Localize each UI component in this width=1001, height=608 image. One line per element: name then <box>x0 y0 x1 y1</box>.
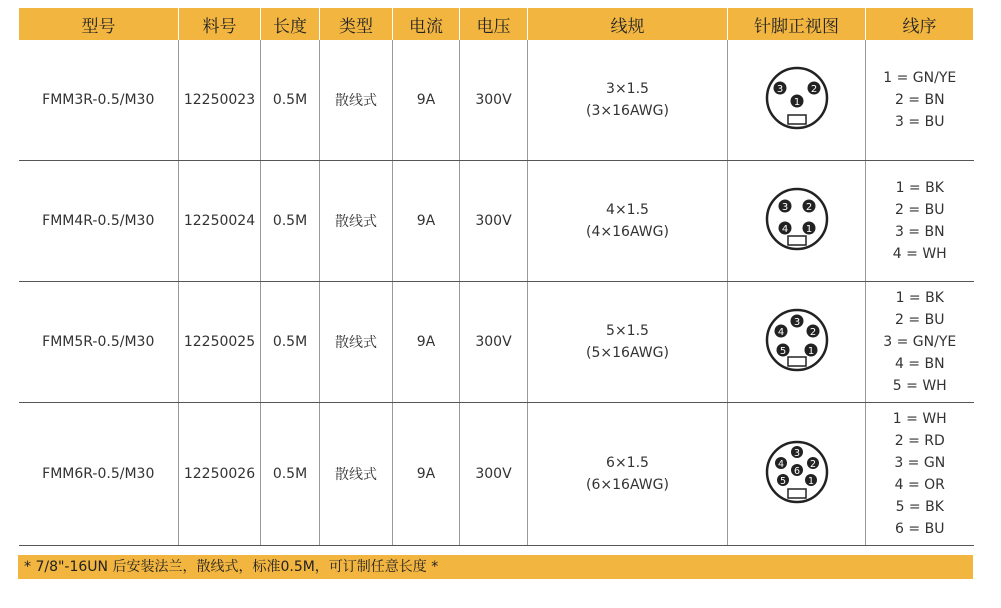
svg-text:1: 1 <box>805 224 812 235</box>
wire-order-line: 4 = OR <box>894 477 945 493</box>
cell-model: FMM4R-0.5/M30 <box>19 161 179 282</box>
cell-current: 9A <box>393 282 460 403</box>
svg-text:1: 1 <box>807 346 814 357</box>
cell-model: FMM6R-0.5/M30 <box>19 403 179 546</box>
connector-5pin-diagram <box>762 305 832 375</box>
cell-wire-order <box>866 161 974 282</box>
gauge-awg: (6×16AWG) <box>586 477 669 493</box>
wire-order-line: 3 = GN/YE <box>883 334 957 350</box>
svg-text:6: 6 <box>793 466 800 477</box>
svg-text:1: 1 <box>807 476 814 487</box>
svg-text:2: 2 <box>809 459 816 470</box>
connector-4pin-diagram <box>762 184 832 254</box>
cell-length: 0.5M <box>261 161 320 282</box>
cell-part: 12250026 <box>179 403 261 546</box>
header-wire-order: 线序 <box>866 8 974 40</box>
header-current: 电流 <box>393 8 460 40</box>
cell-part: 12250025 <box>179 282 261 403</box>
header-model: 型号 <box>19 8 179 40</box>
header-row <box>19 8 974 40</box>
wire-order-line: 4 = WH <box>892 246 947 262</box>
cell-wire-order <box>866 403 974 546</box>
cell-gauge <box>528 403 728 546</box>
wire-order-line: 3 = GN <box>894 455 946 471</box>
cell-type: 散线式 <box>320 403 393 546</box>
wire-order-line: 2 = BU <box>895 312 945 328</box>
cell-pin-view <box>728 403 866 546</box>
spec-table <box>18 8 974 546</box>
cell-gauge <box>528 282 728 403</box>
cell-current: 9A <box>393 403 460 546</box>
header-part: 料号 <box>179 8 261 40</box>
cell-pin-view <box>728 40 866 161</box>
header-gauge: 线规 <box>528 8 728 40</box>
cell-length: 0.5M <box>261 40 320 161</box>
svg-text:3: 3 <box>781 202 788 213</box>
svg-text:3: 3 <box>793 448 800 459</box>
gauge-awg: (4×16AWG) <box>586 224 669 240</box>
svg-text:5: 5 <box>779 476 786 487</box>
wire-order-line: 2 = BU <box>895 202 945 218</box>
gauge-value: 5×1.5 <box>606 323 649 339</box>
cell-pin-view <box>728 282 866 403</box>
wire-order-line: 1 = GN/YE <box>883 70 957 86</box>
cell-part: 12250024 <box>179 161 261 282</box>
cell-current: 9A <box>393 161 460 282</box>
wire-order-line: 3 = BU <box>895 114 945 130</box>
wire-order-line: 3 = BN <box>894 224 945 240</box>
connector-3pin-diagram <box>762 63 832 133</box>
gauge-awg: (3×16AWG) <box>586 103 669 119</box>
svg-text:1: 1 <box>793 97 800 108</box>
cell-length: 0.5M <box>261 282 320 403</box>
cell-voltage: 300V <box>460 161 528 282</box>
wire-order-line: 1 = BK <box>895 290 944 306</box>
wire-order-line: 2 = BN <box>894 92 945 108</box>
cell-type: 散线式 <box>320 282 393 403</box>
cell-wire-order <box>866 282 974 403</box>
wire-order-line: 1 = BK <box>895 180 944 196</box>
header-pin-view: 针脚正视图 <box>728 8 866 40</box>
cell-type: 散线式 <box>320 40 393 161</box>
cell-gauge <box>528 161 728 282</box>
svg-text:2: 2 <box>809 327 816 338</box>
wire-order-line: 6 = BU <box>895 521 945 537</box>
svg-text:4: 4 <box>777 459 784 470</box>
header-voltage: 电压 <box>460 8 528 40</box>
cell-model: FMM3R-0.5/M30 <box>19 40 179 161</box>
svg-text:3: 3 <box>776 84 783 95</box>
wire-order-line: 2 = RD <box>894 433 945 449</box>
table-row <box>19 282 974 403</box>
svg-text:3: 3 <box>793 317 800 328</box>
table-row <box>19 403 974 546</box>
cell-part: 12250023 <box>179 40 261 161</box>
svg-text:4: 4 <box>781 224 788 235</box>
cell-current: 9A <box>393 40 460 161</box>
spec-table-wrapper <box>18 8 973 546</box>
cell-model: FMM5R-0.5/M30 <box>19 282 179 403</box>
gauge-value: 6×1.5 <box>606 455 649 471</box>
svg-text:4: 4 <box>777 327 784 338</box>
header-length: 长度 <box>261 8 320 40</box>
wire-order-line: 1 = WH <box>892 411 947 427</box>
header-type: 类型 <box>320 8 393 40</box>
table-row <box>19 40 974 161</box>
wire-order-line: 5 = BK <box>895 499 944 515</box>
gauge-value: 3×1.5 <box>606 81 649 97</box>
cell-pin-view <box>728 161 866 282</box>
cell-voltage: 300V <box>460 40 528 161</box>
cell-type: 散线式 <box>320 161 393 282</box>
connector-6pin-diagram <box>762 437 832 507</box>
cell-length: 0.5M <box>261 403 320 546</box>
cell-voltage: 300V <box>460 403 528 546</box>
cell-voltage: 300V <box>460 282 528 403</box>
svg-text:5: 5 <box>779 346 786 357</box>
gauge-awg: (5×16AWG) <box>586 345 669 361</box>
footnote-banner: * 7/8"-16UN 后安装法兰，散线式，标准0.5M，可订制任意长度 * <box>18 555 973 579</box>
wire-order-line: 4 = BN <box>894 356 945 372</box>
svg-text:2: 2 <box>810 84 817 95</box>
svg-text:2: 2 <box>805 202 812 213</box>
cell-wire-order <box>866 40 974 161</box>
gauge-value: 4×1.5 <box>606 202 649 218</box>
wire-order-line: 5 = WH <box>892 378 947 394</box>
table-row <box>19 161 974 282</box>
cell-gauge <box>528 40 728 161</box>
